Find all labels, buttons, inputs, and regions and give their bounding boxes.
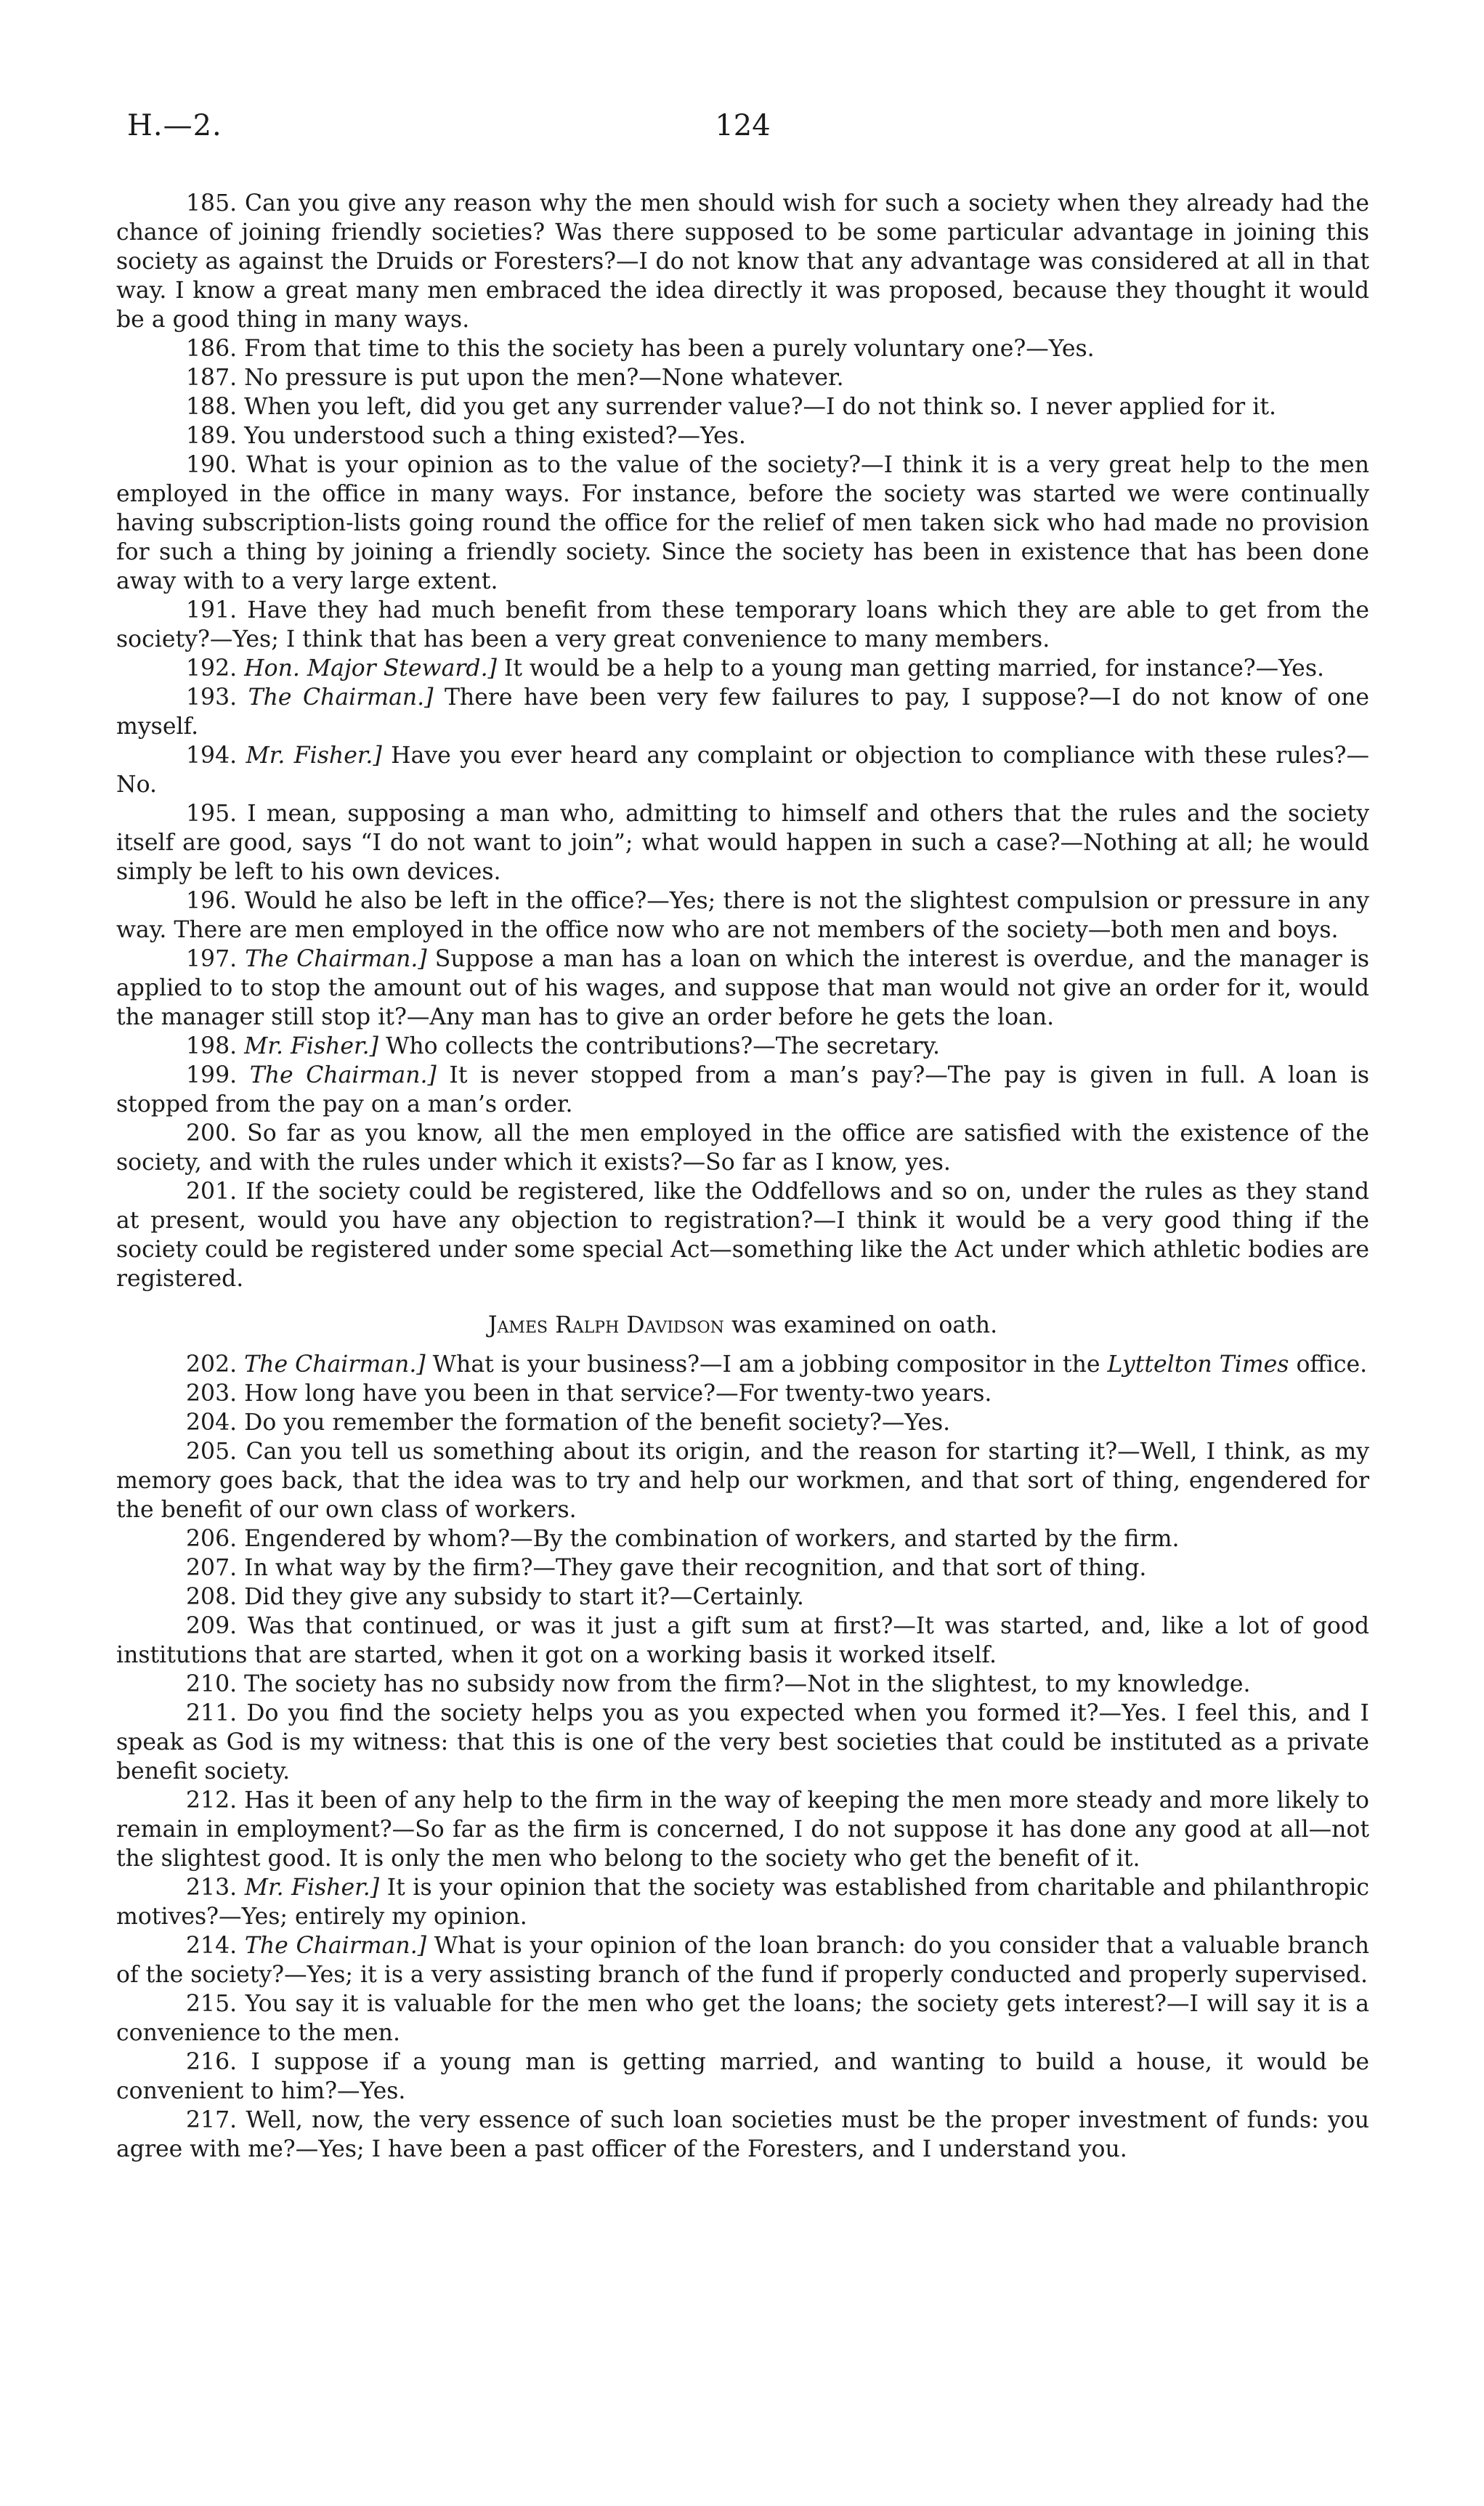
speaker-name: The Chairman.] [249,1062,437,1088]
question-number: 213 [186,1875,230,1901]
testimony-text: In what way by the firm?—They gave their recognition, and that sort of thing. [244,1555,1147,1581]
question-paragraph: 200. So far as you know, all the men employed in the office are satisfied with the existence of the society, and with the rules under which it exists?—So far as I know, yes. [116,1120,1369,1176]
testimony-text: You say it is valuable for the men who get the loans; the society gets interest?—I will say it is a convenience to the men. [116,1991,1369,2046]
testimony-text: So far as you know, all the men employed in the office are satisfied with the existence of the society, and with the rules under which it exists?—So far as I know, yes. [116,1120,1369,1176]
question-paragraph: 187. No pressure is put upon the men?—None whatever. [186,365,844,391]
question-number: 208 [186,1584,230,1610]
question-paragraph: 188. When you left, did you get any surrender value?—I do not think so. I never applied for it. [186,394,1276,420]
witness-heading [116,1311,1369,1340]
speaker-name: The Chairman.] [248,684,434,711]
question-paragraph: 194. Mr. Fisher.] Have you ever heard any complaint or objection to compliance with these rules?—No. [116,743,1370,798]
question-number: 198 [186,1033,230,1059]
question-paragraph: 215. You say it is valuable for the men who get the loans; the society gets interest?—I will say it is a convenience to the men. [116,1991,1369,2046]
question-number: 212 [186,1787,230,1814]
question-paragraph: 195. I mean, supposing a man who, admitting to himself and others that the rules and the society itself are good, says “I do not want to join”; what would happen in such a case?—Nothing at all; he would simply be left to his own devices. [116,801,1369,885]
witness-suffix: was examined on oath. [731,1312,998,1338]
question-number: 193 [186,684,230,711]
testimony-text: How long have you been in that service?—For twenty-two years. [244,1381,992,1407]
page-body [116,189,1369,2164]
question-paragraph: 189. You understood such a thing existed?—Yes. [186,423,746,449]
testimony-text: Do you remember the formation of the benefit society?—Yes. [244,1410,951,1436]
question-number: 214 [186,1933,230,1959]
testimony-text: What is your business?—I am a jobbing compositor in the [432,1351,1100,1378]
testimony-text: Has it been of any help to the firm in the way of keeping the men more steady and more likely to remain in employment?—So far as the firm is concerned, I do not suppose it has done any good at all—not the slightest good. It is only the men who belong to the society who get the benefit of it. [116,1787,1369,1872]
testimony-text: From that time to this the society has been a purely voluntary one?—Yes. [244,336,1095,362]
question-paragraph: 192. Hon. Major Steward.] It would be a help to a young man getting married, for instance?—Yes. [186,655,1324,682]
testimony-text: Was that continued, or was it just a gift sum at first?—It was started, and, like a lot of good institutions that are started, when it got on a working basis it worked itself. [116,1613,1369,1668]
testimony-text: Have they had much benefit from these temporary loans which they are able to get from the society?—Yes; I think that has been a very great convenience to many members. [116,597,1369,652]
question-number: 204 [186,1410,230,1436]
question-paragraph: 217. Well, now, the very essence of such loan societies must be the proper investment of funds: you agree with me?—Yes; I have been a past officer of the Foresters, and I understand you. [116,2107,1369,2162]
question-paragraph: 186. From that time to this the society has been a purely voluntary one?—Yes. [186,336,1095,362]
question-number: 199 [186,1062,230,1088]
question-number: 206 [186,1526,230,1552]
question-paragraph: 205. Can you tell us something about its origin, and the reason for starting it?—Well, I think, as my memory goes back, that the idea was to try and help our workmen, and that sort of thing, engendered for the benefit of our own class of workers. [116,1439,1370,1523]
question-number: 194 [186,743,230,769]
testimony-text: No pressure is put upon the men?—None whatever. [244,365,844,391]
question-paragraph: 209. Was that continued, or was it just a gift sum at first?—It was started, and, like a lot of good institutions that are started, when it got on a working basis it worked itself. [116,1613,1369,1668]
testimony-text: What is your opinion of the loan branch: do you consider that a valuable branch of the society?—Yes; it is a very assisting branch of the fund if properly conducted and properly supervised. [116,1933,1370,1988]
testimony-text: There have been very few failures to pay, I suppose?—I do not know of one myself. [116,684,1370,740]
question-number: 190 [186,452,230,478]
testimony-section-1 [116,189,1369,1293]
testimony-text: What is your opinion as to the value of the society?—I think it is a very great help to the men employed in the office in many ways. For instance, before the society was started we were continually having subscription-lists going round the office for the relief of men taken sick who had made no provision for such a thing by joining a friendly society. Since the society has been in existence that has been done away with to a very large extent. [116,452,1369,594]
question-paragraph: 190. What is your opinion as to the value of the society?—I think it is a very great help to the men employed in the office in many ways. For instance, before the society was started we were continually having subscription-lists going round the office for the relief of men taken sick who had made no provision for such a thing by joining a friendly society. Since the society has been in existence that has been done away with to a very large extent. [116,452,1369,594]
speaker-name: Hon. Major Steward.] [244,655,497,682]
testimony-text: Did they give any subsidy to start it?—Certainly. [244,1584,804,1610]
testimony-text: It is your opinion that the society was established from charitable and philanthropic motives?—Yes; entirely my opinion. [116,1875,1369,1930]
question-number: 185 [186,190,230,217]
question-number: 209 [186,1613,230,1639]
testimony-text: Well, now, the very essence of such loan societies must be the proper investment of funds: you agree with me?—Yes; I have been a past officer of the Foresters, and I understand you. [116,2107,1369,2162]
testimony-text: Would he also be left in the office?—Yes; there is not the slightest compulsion or pressure in any way. There are men employed in the office now who are not members of the society—both men and boys. [116,888,1369,943]
testimony-text: If the society could be registered, like the Oddfellows and so on, under the rules as they stand at present, would you have any objection to registration?—I think it would be a very good thing if the society could be registered under some special Act—something like the Act under which athletic bodies are registered. [116,1179,1369,1292]
testimony-text: Can you tell us something about its origin, and the reason for starting it?—Well, I think, as my memory goes back, that the idea was to try and help our workmen, and that sort of thing, engendered for the benefit of our own class of workers. [116,1439,1370,1523]
question-paragraph: 203. How long have you been in that service?—For twenty-two years. [186,1381,992,1407]
testimony-text: When you left, did you get any surrender value?—I do not think so. I never applied for it. [244,394,1276,420]
speaker-name: The Chairman.] [245,946,427,972]
question-number: 210 [186,1671,230,1697]
question-paragraph: 202. The Chairman.] What is your business?—I am a jobbing compositor in the Lyttelton Times office. [186,1351,1368,1378]
question-paragraph: 191. Have they had much benefit from these temporary loans which they are able to get from the society?—Yes; I think that has been a very great convenience to many members. [116,597,1369,652]
testimony-text: Have you ever heard any complaint or objection to compliance with these rules?—No. [116,743,1370,798]
speaker-name: Mr. Fisher.] [244,1875,380,1901]
question-number: 187 [186,365,230,391]
question-paragraph: 206. Engendered by whom?—By the combination of workers, and started by the firm. [186,1526,1180,1552]
document-reference: H.—2. [127,109,222,142]
question-paragraph: 216. I suppose if a young man is getting married, and wanting to build a house, it would be convenient to him?—Yes. [116,2049,1369,2104]
page-number: 124 [715,109,771,142]
speaker-name: The Chairman.] [244,1933,427,1959]
question-number: 191 [186,597,230,623]
speaker-name: Mr. Fisher.] [244,1033,378,1059]
question-number: 215 [186,1991,230,2017]
question-paragraph: 211. Do you find the society helps you as you expected when you formed it?—Yes. I feel this, and I speak as God is my witness: that this is one of the very best societies that could be instituted as a private benefit society. [116,1700,1369,1784]
question-paragraph: 196. Would he also be left in the office?—Yes; there is not the slightest compulsion or pressure in any way. There are men employed in the office now who are not members of the society—both men and boys. [116,888,1369,943]
document-page [116,109,1369,2164]
question-number: 186 [186,336,230,362]
question-number: 189 [186,423,230,449]
question-paragraph: 214. The Chairman.] What is your opinion of the loan branch: do you consider that a valuable branch of the society?—Yes; it is a very assisting branch of the fund if properly conducted and properly supervised. [116,1933,1370,1988]
page-header [116,109,1369,160]
testimony-text: It is never stopped from a man’s pay?—The pay is given in full. A loan is stopped from the pay on a man’s order. [116,1062,1369,1117]
question-paragraph: 208. Did they give any subsidy to start it?—Certainly. [186,1584,804,1610]
question-number: 196 [186,888,230,914]
question-paragraph: 193. The Chairman.] There have been very few failures to pay, I suppose?—I do not know of one myself. [116,684,1370,740]
question-number: 192 [186,655,230,682]
testimony-text: Who collects the contributions?—The secretary. [385,1033,940,1059]
question-paragraph: 199. The Chairman.] It is never stopped from a man’s pay?—The pay is given in full. A loan is stopped from the pay on a man’s order. [116,1062,1369,1117]
question-paragraph: 198. Mr. Fisher.] Who collects the contributions?—The secretary. [186,1033,940,1059]
question-number: 205 [186,1439,230,1465]
question-paragraph: 213. Mr. Fisher.] It is your opinion that the society was established from charitable and philanthropic motives?—Yes; entirely my opinion. [116,1875,1369,1930]
testimony-text: You understood such a thing existed?—Yes. [244,423,746,449]
testimony-text-tail: office. [1296,1351,1368,1378]
testimony-text: Engendered by whom?—By the combination of workers, and started by the firm. [244,1526,1180,1552]
question-number: 200 [186,1120,230,1147]
testimony-text: I suppose if a young man is getting married, and wanting to build a house, it would be convenient to him?—Yes. [116,2049,1369,2104]
newspaper-title: Lyttelton Times [1107,1351,1289,1378]
question-paragraph: 210. The society has no subsidy now from the firm?—Not in the slightest, to my knowledge. [186,1671,1251,1697]
question-paragraph: 201. If the society could be registered, like the Oddfellows and so on, under the rules as they stand at present, would you have any objection to registration?—I think it would be a very good thing if the society could be registered under some special Act—something like the Act under which athletic bodies are registered. [116,1179,1369,1292]
testimony-section-2 [116,1350,1369,2164]
question-number: 197 [186,946,230,972]
question-paragraph: 185. Can you give any reason why the men should wish for such a society when they already had the chance of joining friendly societies? Was there supposed to be some particular advantage in joining this society as against the Druids or Foresters?—I do not know that any advantage was considered at all in that way. I know a great many men embraced the idea directly it was proposed, because they thought it would be a good thing in many ways. [116,190,1369,333]
question-paragraph: 197. The Chairman.] Suppose a man has a loan on which the interest is overdue, and the manager is applied to to stop the amount out of his wages, and suppose that man would not give an order for it, would the manager still stop it?—Any man has to give an order before he gets the loan. [116,946,1369,1030]
witness-name: James Ralph Davidson [487,1312,724,1338]
question-number: 188 [186,394,230,420]
question-number: 203 [186,1381,230,1407]
question-number: 217 [186,2107,230,2133]
question-paragraph: 212. Has it been of any help to the firm in the way of keeping the men more steady and more likely to remain in employment?—So far as the firm is concerned, I do not suppose it has done any good at all—not the slightest good. It is only the men who belong to the society who get the benefit of it. [116,1787,1369,1872]
testimony-text: Do you find the society helps you as you expected when you formed it?—Yes. I feel this, and I speak as God is my witness: that this is one of the very best societies that could be instituted as a private benefit society. [116,1700,1369,1784]
question-number: 202 [186,1351,230,1378]
question-paragraph: 204. Do you remember the formation of the benefit society?—Yes. [186,1410,951,1436]
speaker-name: The Chairman.] [244,1351,426,1378]
testimony-text: It would be a help to a young man getting married, for instance?—Yes. [503,655,1324,682]
question-number: 211 [186,1700,230,1726]
testimony-text: The society has no subsidy now from the firm?—Not in the slightest, to my knowledge. [244,1671,1251,1697]
speaker-name: Mr. Fisher.] [246,743,382,769]
testimony-text: I mean, supposing a man who, admitting to himself and others that the rules and the society itself are good, says “I do not want to join”; what would happen in such a case?—Nothing at all; he would simply be left to his own devices. [116,801,1369,885]
question-number: 207 [186,1555,230,1581]
question-number: 216 [186,2049,230,2075]
question-number: 195 [186,801,230,827]
testimony-text: Can you give any reason why the men should wish for such a society when they already had the chance of joining friendly societies? Was there supposed to be some particular advantage in joining this society as against the Druids or Foresters?—I do not know that any advantage was considered at all in that way. I know a great many men embraced the idea directly it was proposed, because they thought it would be a good thing in many ways. [116,190,1369,333]
testimony-text: Suppose a man has a loan on which the interest is overdue, and the manager is applied to to stop the amount out of his wages, and suppose that man would not give an order for it, would the manager still stop it?—Any man has to give an order before he gets the loan. [116,946,1369,1030]
question-paragraph: 207. In what way by the firm?—They gave their recognition, and that sort of thing. [186,1555,1147,1581]
question-number: 201 [186,1179,230,1205]
